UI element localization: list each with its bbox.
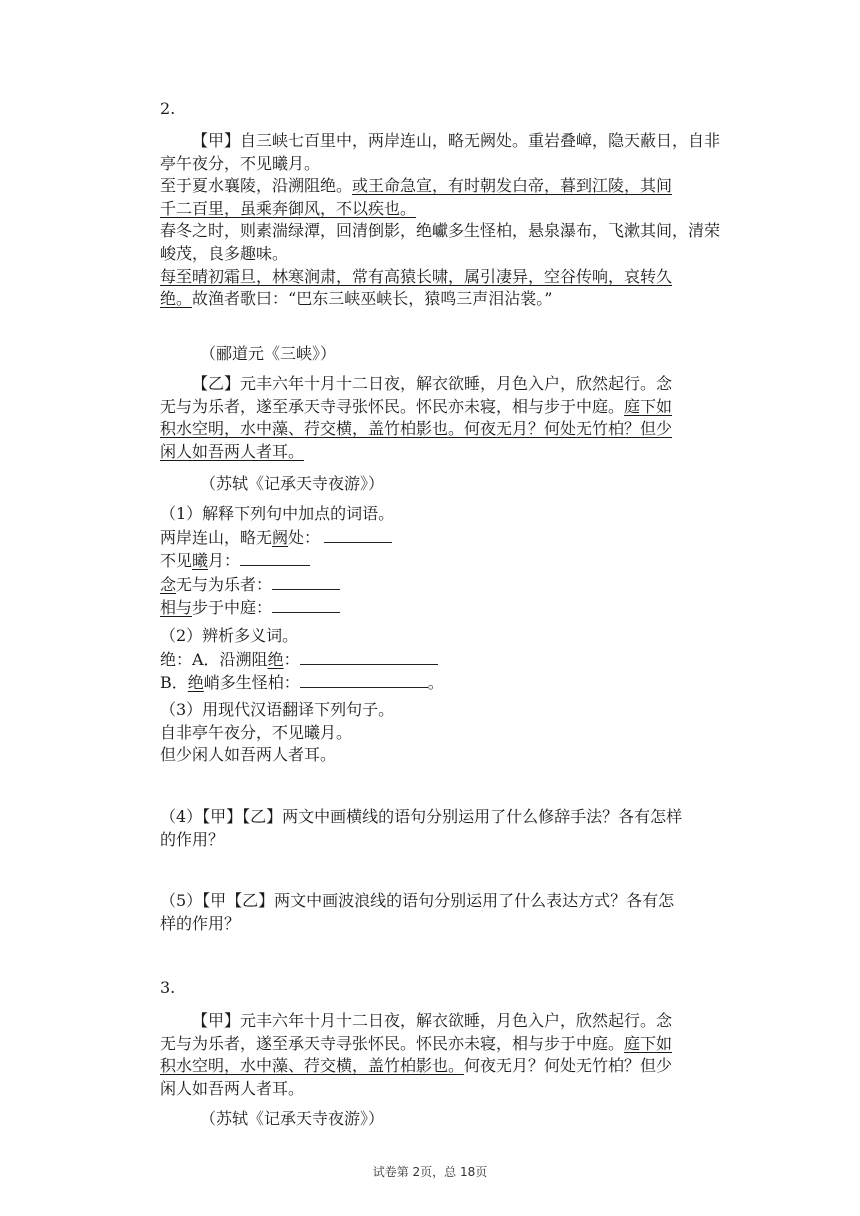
underlined-sentence: 千二百里，虽乘奔御风，不以疾也。 [160,198,417,218]
dotted-word: 相与 [160,598,193,618]
vocab-item-text: 步于中庭： [192,598,273,618]
q3-passage-line2 [160,1033,728,1056]
passage-yi-line1: 【乙】元丰六年十月十二日夜，解衣欲睡，月色入户，欣然起行。念 [192,374,673,393]
answer-blank[interactable] [300,671,428,688]
translate-sentence-2: 但少闲人如吾两人者耳。 [160,745,337,765]
answer-blank[interactable] [272,596,340,613]
subquestion-4-line2: 的作用？ [160,829,225,849]
subquestion-2-title: （2）辨析多义词。 [160,626,299,645]
answer-blank[interactable] [272,573,340,590]
vocab-item-text: 月： [208,551,241,571]
polysemy-item-b [160,671,728,695]
polysemy-text: B． [160,673,188,693]
subquestion-3 [160,699,728,767]
vocab-item [160,526,728,550]
underlined-sentence: 庭下如 [624,1033,673,1053]
subquestion-5-line1: （5）【甲【乙】两文中画波浪线的语句分别运用了什么表达方式？各有怎 [160,891,675,910]
source-yi: （苏轼《记承天寺夜游》） [200,474,385,493]
subquestion-2 [160,625,728,695]
passage-jia-para1: 【甲】自三峡七百里中，两岸连山，略无阙处。重岩叠嶂，隐天蔽日，自非亭午夜分，不见曦月。 [160,131,721,173]
source-jia: （郦道元《三峡》） [200,344,337,363]
vocab-item-text: 无与为乐者： [176,574,273,594]
subquestion-5-line2: 样的作用？ [160,913,241,933]
q3-passage-line4: 闲人如吾两人者耳。 [160,1078,305,1098]
vocab-item [160,573,728,597]
q3-passage-line3-text: 何夜无月？何处无竹柏？但少 [464,1056,673,1076]
vocab-item-text: 两岸连山，略无 [160,527,273,547]
passage-jia-para4-text: 故渔者歌曰：“巴东三峡巫峡长，猿鸣三声泪沾裳。” [192,289,553,309]
underlined-sentence: 庭下如 [624,396,673,416]
vocab-item-text: 处： [288,527,321,547]
passage-yi-line3 [160,418,728,441]
q3-passage-line2-text: 无与为乐者，遂至承天寺寻张怀民。怀民亦未寝，相与步于中庭。 [160,1033,625,1053]
subquestion-4-line1: （4）【甲】【乙】两文中画横线的语句分别运用了什么修辞手法？各有怎样 [160,807,683,826]
underlined-sentence: 积水空明，水中藻、荇交横，盖竹柏影也。何夜无月？何处无竹柏？但少 [160,419,673,439]
polysemy-item-a [160,648,728,672]
subquestion-5 [160,890,728,935]
underlined-sentence: 或王命急宣，有时朝发白帝，暮到江陵，其间 [352,176,673,196]
source-q3: （苏轼《记承天寺夜游》） [200,1109,385,1128]
polysemy-text: 。 [427,673,444,693]
q3-passage-line1: 【甲】元丰六年十月十二日夜，解衣欲睡，月色入户，欣然起行。念 [192,1011,673,1030]
passage-yi-line4 [160,441,728,464]
vocab-item [160,549,728,573]
vocab-item [160,596,728,620]
underlined-sentence: 绝。 [160,289,193,309]
page-footer: 试卷第 2页，总 18页 [372,1165,488,1179]
dotted-word: 阙 [272,527,289,547]
subquestion-4 [160,806,728,851]
passage-jia-para4 [160,266,728,311]
passage-jia-para2-text: 至于夏水襄陵，沿溯阻绝。 [160,176,353,196]
polysemy-text: ： [283,649,300,669]
vocab-item-text: 不见 [160,551,193,571]
question-number-2: 2. [160,99,176,118]
subquestion-3-title: （3）用现代汉语翻译下列句子。 [160,700,395,719]
dotted-word: 念 [160,574,177,594]
polysemy-text: 绝：A．沿溯阻 [160,649,268,669]
answer-blank[interactable] [300,648,438,665]
underlined-sentence: 每至晴初霜旦，林寒涧肃，常有高猿长啸，属引凄异，空谷传响，哀转久 [160,266,673,286]
passage-jia-para3: 春冬之时，则素湍绿潭，回清倒影，绝巘多生怪柏，悬泉瀑布，飞漱其间，清荣峻茂，良多趣味。 [160,221,721,263]
passage-jia-para2 [160,175,728,220]
answer-blank[interactable] [324,526,392,543]
underlined-sentence: 积水空明，水中藻、荇交横，盖竹柏影也。 [160,1056,465,1076]
passage-jia [160,130,728,311]
question-number-3: 3. [160,978,176,997]
dotted-word: 绝 [267,649,284,669]
passage-yi-line2-text: 无与为乐者，遂至承天寺寻张怀民。怀民亦未寝，相与步于中庭。 [160,396,625,416]
dotted-word: 曦 [192,551,209,571]
answer-blank[interactable] [240,549,310,566]
passage-yi-line2 [160,396,728,419]
q3-passage [160,1010,728,1100]
passage-yi [160,373,728,463]
subquestion-1-title: （1）解释下列句中加点的词语。 [160,504,395,523]
translate-sentence-1: 自非亭午夜分，不见曦月。 [160,722,353,742]
subquestion-1 [160,503,728,620]
underlined-sentence: 闲人如吾两人者耳。 [160,441,305,461]
polysemy-text: 峭多生怪柏： [203,673,300,693]
dotted-word: 绝 [187,673,204,693]
q3-passage-line3 [160,1055,728,1078]
